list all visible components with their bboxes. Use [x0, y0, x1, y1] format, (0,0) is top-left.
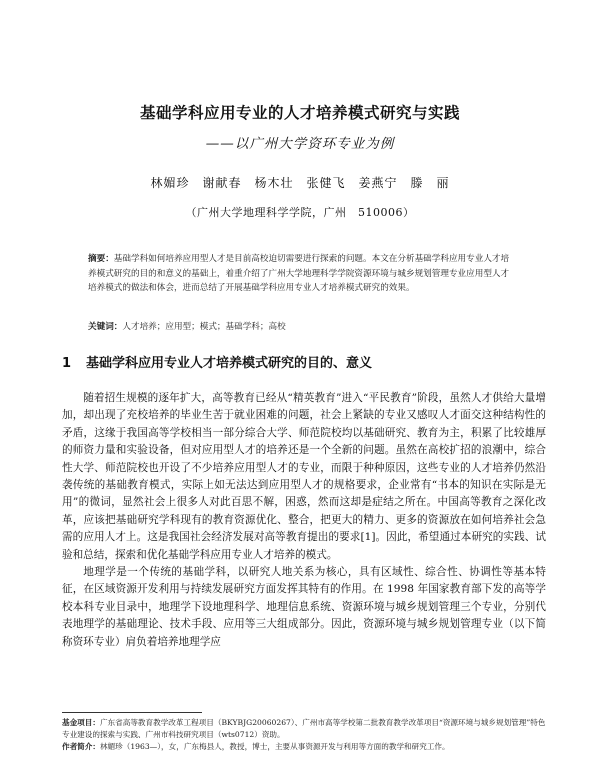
abstract [88, 252, 516, 296]
footnote-divider [62, 712, 202, 713]
paper-title: 基础学科应用专业的人才培养模式研究与实践 [139, 104, 460, 122]
paragraph: 随着招生规模的逐年扩大，高等教育已经从“精英教育”进入“平民教育”阶段，虽然人才供给大量增加，却出现了充校培养的毕业生苦于就业困难的问题，社会上紧缺的专业又感叹人才面交这种结构性的矛盾，这缘于我国高等学校相当一部分综合大学、师范院校均以基础研究、教育为主，积累了比较雄厚的师资力量和实验设备，但对应用型人才的培养还是一个全新的问题。虽然在高校扩招的浪潮中，综合性大学、师范院校也开设了不少培养应用型人才的专业，而限于种种原因，这些专业的人才培养仍然沿袭传统的基础教育模式，实际上如无法达到应用型人才的规格要求，企业常有“书本的知识在实际是无用”的微词，显然社会上很多人对此百思不解，困惑，然而这却是症结之所在。中国高等教育之深化改革，应该把基础研究学科现有的教育资源优化、整合，把更大的精力、更多的资源放在如何培养社会急需的应用人才上。这是我国社会经济发展对高等教育提出的要求[1]。因此，希望通过本研究的实践、试验和总结，探索和优化基础学科应用专业人才培养的模式。 [62, 392, 546, 561]
abstract-label: 摘要： [88, 254, 114, 264]
paper-subtitle: ——以广州大学资环专业为例 [205, 136, 395, 152]
paragraph: 地理学是一个传统的基础学科，以研究人地关系为核心，具有区域性、综合性、协调性等基本特征，在区域资源开发利用与持续发展研究方面发挥其特有的作用。在 1998 年国家教育部下发的高等学校本科专业目录中，地理学下设地理科学、地理信息系统、资源环境与城乡规划管理三个专业，分别代表地理学的基础理论、技术手段、应用等三大组成部分。因此，资源环境与城乡规划管理专业（以下简称资环专业）肩负着培养地理学应 [62, 566, 546, 648]
footnote-text: 林媚珍（1963—），女，广东梅县人，教授，博士，主要从事资源开发与利用等方面的教学和研究工作。 [99, 742, 450, 751]
section-title: 基础学科应用专业人才培养模式研究的目的、意义 [86, 356, 373, 371]
abstract-text: 基础学科如何培养应用型人才是目前高校迫切需要进行探索的问题。本文在分析基础学科应用专业人才培养模式研究的目的和意义的基础上，着重介绍了广州大学地理科学学院资源环境与城乡规划管理专业应用型人才培养模式的做法和体会，进而总结了开展基础学科应用专业人才培养模式研究的效果。 [88, 254, 510, 293]
affiliation: （广州大学地理科学学院，广州 510006） [185, 206, 415, 219]
footnote-label: 基金项目： [62, 718, 100, 727]
body-text [62, 390, 546, 651]
footnotes [62, 717, 546, 753]
keywords-text: 人才培养；应用型；模式；基础学科；高校 [122, 322, 286, 332]
keywords [88, 320, 516, 334]
section-number: 1 [62, 356, 72, 371]
footnote-funding [62, 717, 546, 741]
keywords-label: 关键词： [88, 322, 123, 332]
footnote-text: 广东省高等教育教学改革工程项目（BKYBJG20060267）、广州市高等学校第二批教育教学改革项目“资源环境与城乡规划管理”特色专业建设的探索与实践、广州市科技研究项目（wts0712）资助。 [62, 718, 546, 739]
author-list: 林媚珍 谢献春 杨木壮 张健飞 姜燕宁 滕 丽 [150, 176, 450, 190]
section-heading [62, 352, 542, 371]
footnote-author [62, 741, 546, 753]
footnote-label: 作者简介： [62, 742, 100, 751]
